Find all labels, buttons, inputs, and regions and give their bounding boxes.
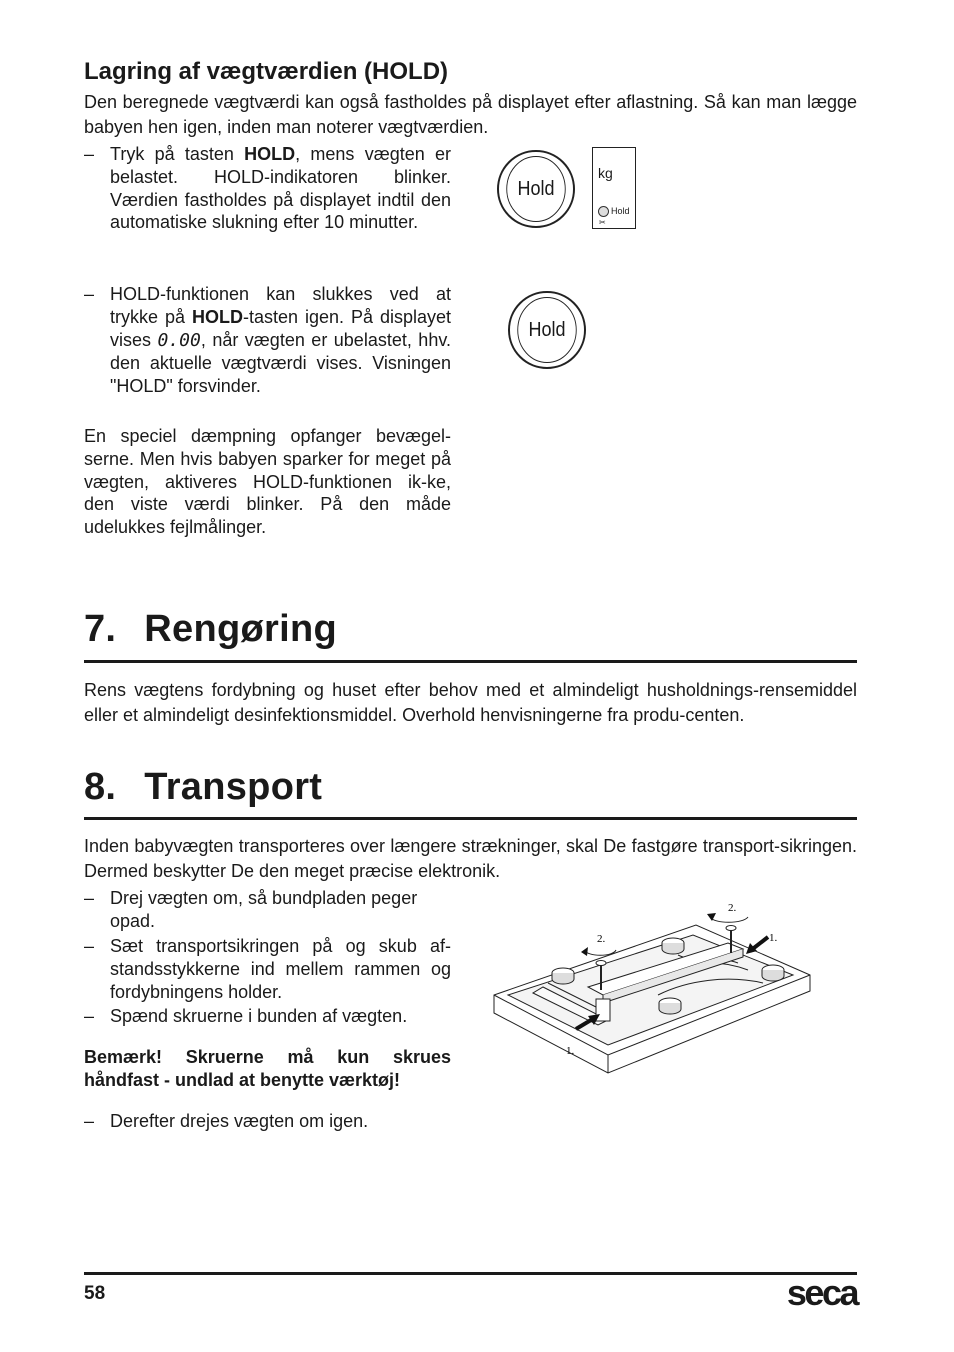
transport-list-item [84, 1005, 451, 1028]
dash-bullet: – [84, 144, 95, 164]
transport-list-item [84, 935, 451, 1003]
hold-button-label: Hold [517, 177, 555, 200]
damping-text: En speciel dæmpning opfanger bevægel-serne. Men hvis babyen sparker for meget på vægten, aktiveres HOLD-funktionen ik-ke, den viste værdi blinker. På den måde udelukkes fejlmålinger. [84, 426, 451, 538]
transport-note: Bemærk! Skruerne må kun skrues håndfast - undlad at benytte værktøj! [84, 1047, 451, 1090]
chapter-heading-transport [84, 766, 322, 809]
transport-item-text: Spænd skruerne i bunden af vægten. [110, 1006, 408, 1026]
seca-logo: seca [786, 1272, 857, 1313]
chapter-title: Rengøring [144, 608, 337, 650]
dash-bullet: – [84, 936, 95, 956]
item2-bold: HOLD [191, 306, 243, 327]
page-number: 58 [84, 1283, 106, 1304]
item2-pre: HOLD-funktionen kan slukkes ved at trykke på [110, 284, 451, 327]
display-illustration [592, 147, 636, 229]
item2-post: , når vægten er ubelastet, hhv. den aktuelle vægtværdi vises. Visningen "HOLD" forsvinder. [110, 329, 451, 397]
hold-button-illustration-2 [508, 291, 586, 369]
scissor-mark-icon: ✂ [599, 218, 606, 227]
hold-list-item-1 [84, 143, 451, 234]
transport-final-text: Derefter drejes vægten om igen. [110, 1111, 369, 1131]
section-title-hold: Lagring af vægtværdien (HOLD) [84, 58, 449, 85]
chapter-number: 7. [84, 608, 117, 650]
dash-bullet: – [84, 888, 95, 908]
hold-list-item-2 [84, 283, 451, 398]
dash-bullet: – [84, 284, 95, 304]
cleaning-text: Rens vægtens fordybning og huset efter behov med et almindeligt husholdnings-rensemiddel eller et almindeligt desinfektionsmiddel. Overhold henvisningerne fra produ-centen. [84, 680, 857, 725]
dash-bullet: – [84, 1006, 95, 1026]
footer-rule [84, 1272, 857, 1275]
hold-indicator-led-icon [598, 206, 609, 217]
display-hold-label: Hold [611, 206, 630, 216]
heading-rule [84, 817, 857, 820]
display-zero-reading: 0.00 [157, 329, 201, 351]
item1-pre: Tryk på tasten [110, 144, 245, 164]
diagram-label: 1. [566, 1045, 575, 1057]
item1-post: , mens vægten er belastet. HOLD-indikatoren blinker. Værdien fastholdes på displayet indtil den automatiske slukning efter 10 minutter. [110, 144, 451, 233]
chapter-title: Transport [144, 766, 323, 808]
item2-mid: -tasten igen. På displayet vises [110, 306, 451, 350]
diagram-label: 2. [728, 902, 737, 914]
transport-list-item [84, 887, 451, 933]
hold-button-illustration [497, 150, 575, 228]
transport-lock-diagram [488, 895, 823, 1085]
heading-rule [84, 660, 857, 663]
item1-bold: HOLD [244, 144, 296, 164]
chapter-heading-cleaning [84, 608, 337, 651]
transport-item-text: Sæt transportsikringen på og skub af-standsstykkerne ind mellem rammen og fordybningens holder. [110, 936, 451, 1002]
transport-item-text: Drej vægten om, så bundpladen peger opad. [110, 888, 418, 931]
diagram-label: 1. [769, 932, 778, 944]
display-unit-kg: kg [598, 165, 613, 181]
dash-bullet: – [84, 1111, 95, 1131]
hold-intro: Den beregnede vægtværdi kan også fastholdes på displayet efter aflastning. Så kan man lægge babyen hen igen, inden man noterer vægtværdien. [84, 92, 857, 137]
chapter-number: 8. [84, 766, 117, 808]
diagram-label: 2. [597, 933, 606, 945]
transport-intro: Inden babyvægten transporteres over længere strækninger, skal De fastgøre transport-sikringen. Dermed beskytter De den meget præcise elektronik. [84, 836, 857, 881]
transport-final-item [84, 1110, 451, 1133]
hold-button-label: Hold [528, 318, 566, 341]
